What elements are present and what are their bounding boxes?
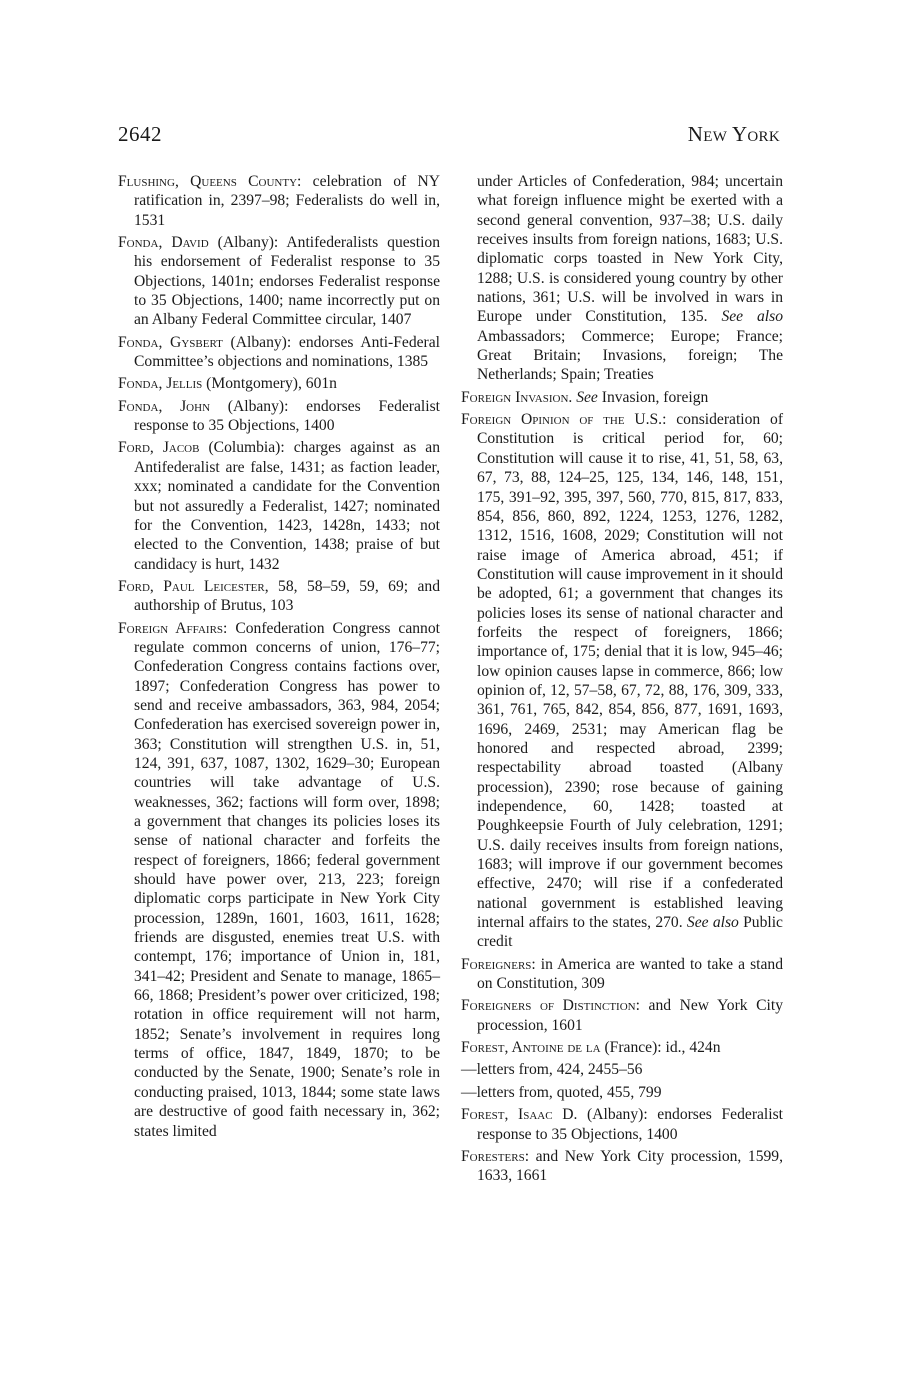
entry-separator: : <box>662 411 667 429</box>
index-subentry <box>461 1083 783 1102</box>
entry-separator: : <box>531 955 536 973</box>
entry-separator: : <box>297 173 302 190</box>
entry-body: (Albany): endorses Federalist response to 35 Objections, 1400 <box>477 1106 783 1143</box>
index-column-right <box>461 172 783 1189</box>
index-entry <box>118 438 440 573</box>
entry-separator: . <box>568 388 573 406</box>
index-entry <box>118 172 440 230</box>
index-entry <box>461 955 783 994</box>
running-head: New York <box>687 122 780 146</box>
see-reference: See <box>576 388 598 406</box>
entry-heading: Foreign Affairs <box>118 619 224 637</box>
index-entry <box>118 233 440 330</box>
entry-heading: Fonda, John <box>118 397 211 415</box>
entry-body: consideration of Constitution is critical period for, 60; Constitution will cause it to rise, 41, 51, 58, 63, 67, 73, 88, 124–25, 125, 134, 146, 148, 151, 175, 391–92, 395, 397, 560, 770, 815, 817, 833, 854, 856, 860, 892, 1224, 1253, 1276, 1282, 1312, 1516, 1608, 2029; Constitution will not raise image of America abroad, 451; if Constitution will cause improvement in it should be adopted, 61; a government that changes its policies loses its sense of national character and forfeits the respect of foreigners, 1866; importance of, 175; denial that it is low, 945–46; low opinion causes lapse in commerce, 866; low opinion of, 12, 57–58, 67, 72, 88, 176, 309, 333, 361, 761, 765, 842, 854, 856, 877, 1691, 1693, 1696, 2469, 2531; may American flag be honored and respected abroad, 2399; respectability abroad toasted (Albany procession), 2390; rose because of gaining independence, 60, 1428; toasted at Poughkeepsie Fourth of July celebration, 1291; U.S. daily receives insults from foreign nations, 1683; will improve if our government becomes effective, 2470; will rise if a confederated national government is established leaving internal affairs to the states, 270. <box>477 411 784 932</box>
entry-body: Confederation Congress cannot regulate common concerns of union, 176–77; Confederation Congress contains factions over, 1897; Confederation Congress has power to send and receive ambassadors, 363, 984, 2054; Confederation has exercised sovereign power in, 363; Constitution will strengthen U.S. in, 51, 124, 391, 637, 1087, 1302, 1629–30; European countries will take advantage of U.S. weaknesses, 362; factions will form over, 1898; a government that changes its policies loses its sense of national character and forfeits the respect of foreigners, 1866; federal government should have power over, 213, 223; foreign diplomatic corps participate in New York City procession, 1289n, 1601, 1603, 1611, 1628; friends are disgusted, enemies treat U.S. with contempt, 176; importance of Union in, 181, 341–42; President and Senate to manage, 1865–66, 1868; President’s power over criticized, 198; rotation in office requirement will not harm, 1852; Senate’s involvement in requires long terms of office, 1847, 1849, 1870; to be conducted by the Senate, 1900; Senate’s role in conducting praised, 1013, 1844; some state laws are destructive of good faith necessary in, 362; states limited <box>134 619 440 1140</box>
index-entry <box>118 397 440 436</box>
entry-heading: Foreigners of Distinction <box>461 997 636 1015</box>
entry-heading: Foreign Invasion <box>461 388 569 406</box>
entry-body: under Articles of Confederation, 984; uncertain what foreign influence might be exerted with a second general convention, 937–38; U.S. daily receives insults from foreign nations, 1683; U.S. diplomatic corps toasted in New York City, 1288; U.S. is considered young country by other nations, 361; U.S. will be involved in wars in Europe under Constitution, 135. <box>477 173 783 326</box>
entry-cross-reference: Invasion, foreign <box>597 388 709 406</box>
entry-body: in America are wanted to take a stand on Constitution, 309 <box>477 955 783 993</box>
entry-cross-reference: Public credit <box>477 914 783 951</box>
entry-heading: Forest, Antoine de la <box>461 1039 601 1057</box>
index-entry <box>118 333 440 372</box>
entry-separator: : <box>635 997 640 1015</box>
index-entry <box>118 577 440 616</box>
see-also-reference: See also <box>721 308 783 326</box>
entry-heading: Foreigners <box>461 955 532 973</box>
index-subentry <box>461 1060 783 1079</box>
entry-heading: Forest, Isaac D. <box>461 1106 578 1124</box>
entry-separator: : <box>524 1147 530 1165</box>
entry-body: and New York City procession, 1599, 1633, 1661 <box>477 1147 783 1185</box>
index-entry <box>461 996 783 1035</box>
index-entry-continuation <box>461 172 783 385</box>
entry-separator: : <box>223 619 228 637</box>
index-entry <box>118 619 440 1141</box>
index-entry <box>461 388 783 407</box>
entry-cross-reference: Ambassadors; Commerce; Europe; France; Great Britain; Invasions, foreign; The Netherlands; Spain; Treaties <box>477 327 783 384</box>
index-entry <box>461 410 783 952</box>
entry-body: (Albany): endorses Federalist response to 35 Objections, 1400 <box>134 397 440 435</box>
index-entry <box>461 1105 783 1144</box>
see-also-reference: See also <box>686 914 739 932</box>
entry-body: and New York City procession, 1601 <box>477 997 784 1034</box>
entry-body: —letters from, 424, 2455–56 <box>461 1061 643 1079</box>
entry-heading: Foreign Opinion of the U.S. <box>461 411 663 429</box>
entry-body: (France): id., 424n <box>600 1039 721 1057</box>
entry-heading: Fonda, Jellis <box>118 375 203 393</box>
entry-separator: , <box>264 577 269 595</box>
entry-heading: Fonda, David <box>118 234 209 252</box>
entry-heading: Fonda, Gysbert <box>118 333 223 351</box>
entry-body: (Columbia): charges against as an Antifederalist are false, 1431; as faction leader, xxx; nominated a candidate for the Convention but not assuredly a Federalist, 1427; nominated for the Convention, 1423, 1428n, 1433; not elected to the Convention, 1438; praise of but candidacy is hurt, 1432 <box>134 439 440 573</box>
entry-body: celebration of NY ratification in, 2397–98; Federalists do well in, 1531 <box>134 173 440 229</box>
index-entry <box>461 1147 783 1186</box>
entry-body: (Albany): endorses Anti-Federal Committee’s objections and nominations, 1385 <box>134 333 440 371</box>
entry-heading: Foresters <box>461 1147 525 1165</box>
entry-heading: Flushing, Queens County <box>118 173 298 190</box>
entry-body: (Montgomery), 601n <box>202 375 337 393</box>
entry-heading: Ford, Paul Leicester <box>118 577 265 595</box>
index-entry <box>118 374 440 393</box>
index-column-left <box>118 172 440 1144</box>
entry-heading: Ford, Jacob <box>118 439 200 457</box>
entry-body: 58, 58–59, 59, 69; and authorship of Brutus, 103 <box>134 577 440 615</box>
entry-body: (Albany): Antifederalists question his endorsement of Federalist response to 35 Objections, 1401n; endorses Federalist response to 35 Objections, 1400; name incorrectly put on an Albany Federal Committee circular, 1407 <box>134 234 440 329</box>
page-number: 2642 <box>118 122 162 146</box>
index-entry <box>461 1038 783 1057</box>
entry-body: —letters from, quoted, 455, 799 <box>461 1083 662 1101</box>
